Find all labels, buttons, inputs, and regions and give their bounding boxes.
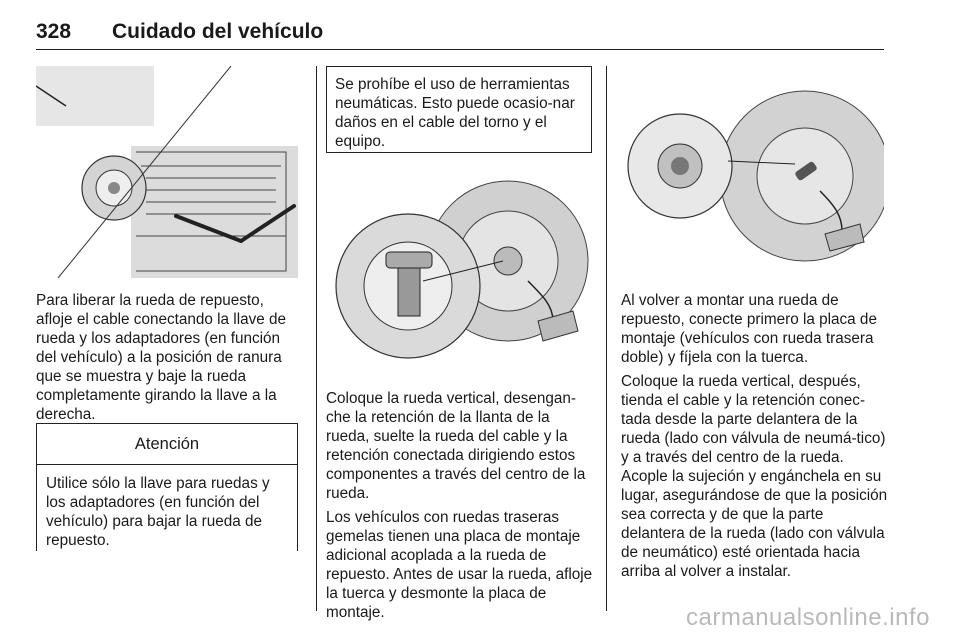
wheel-retainer-illustration (328, 166, 592, 378)
column-divider-left (316, 66, 317, 611)
note-box (326, 66, 592, 153)
reinstall-paragraph: Coloque la rueda vertical, después, tienda el cable y la retención conec-tada desde la parte delantera de la rueda (lado con válvula de neumá-tico) y a través del centro de la rueda. Acople la sujeción y engánchela en su lugar, asegurándose de que la posición sea correcta y de que la parte delantera de la rueda (lado con válvula de neumático) esté orientada hacia arriba al volver a instalar. (621, 373, 888, 580)
retainer-instructions (326, 389, 594, 627)
section-title: Cuidado del vehículo (112, 20, 324, 43)
reinstall-instructions (621, 291, 889, 586)
warning-text: Utilice sólo la llave para ruedas y los adaptadores (en función del vehículo) para bajar la rueda de repuesto. (46, 475, 270, 549)
note-text: Se prohíbe el uso de herramientas neumáticas. Esto puede ocasio-nar daños en el cable del torno y el equipo. (335, 76, 575, 150)
column-divider-right (606, 66, 607, 611)
header-divider (36, 49, 884, 50)
release-paragraph: Para liberar la rueda de repuesto, afloje el cable conectando la llave de rueda y los adaptadores (en función del vehículo) a la posición de ranura que se muestra y baje la rueda completamente girando la llave a la derecha. (36, 292, 287, 423)
watermark: carmanualsonline.info (686, 604, 930, 631)
release-instructions (36, 291, 298, 429)
page-number: 328 (36, 20, 72, 43)
twin-wheel-paragraph: Los vehículos con ruedas traseras gemelas tienen una placa de montaje adicional acoplada a la rueda de repuesto. Antes de usar la rueda, afloje la tuerca y desmonte la placa de montaje. (326, 509, 593, 621)
warning-title: Atención (37, 423, 297, 465)
mounting-plate-paragraph: Al volver a montar una rueda de repuesto, conecte primero la placa de montaje (vehículos con rueda trasera doble) y fíjela con la tuerca. (621, 292, 877, 366)
spare-wheel-release-illustration (36, 66, 298, 278)
retainer-paragraph: Coloque la rueda vertical, desengan-che la retención de la llanta de la rueda, suelte la rueda del cable y la retención conectada dirigiendo estos componentes a través del centro de la rueda. (326, 390, 586, 502)
warning-box (36, 423, 298, 551)
reinstall-wheel-illustration (620, 66, 884, 278)
